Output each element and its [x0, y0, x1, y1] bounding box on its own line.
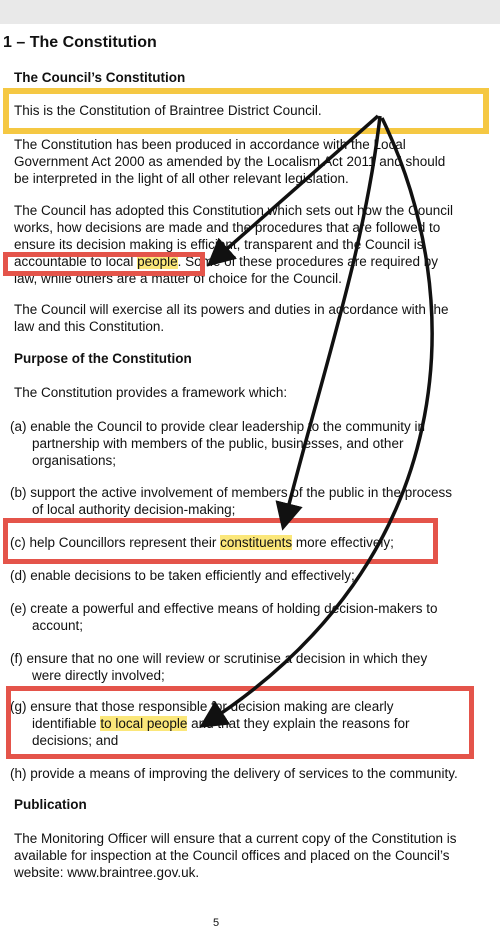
list-item-b: (b) support the active involvement of members of the public in the process of local authority decision-making;: [10, 485, 452, 517]
top-bar: [0, 0, 500, 24]
list-item-h: (h) provide a means of improving the delivery of services to the community.: [10, 766, 458, 781]
page-title: 1 – The Constitution: [3, 34, 157, 51]
section-title-councils-constitution: The Council’s Constitution: [14, 70, 186, 85]
list-item-e: (e) create a powerful and effective means of holding decision-makers to account;: [10, 601, 438, 633]
paragraph-powers: The Council will exercise all its powers and duties in accordance with the law and this Constitution.: [14, 302, 449, 334]
list-item-f: (f) ensure that no one will review or scrutinise a decision in which they were directly involved;: [10, 651, 428, 683]
section-title-purpose: Purpose of the Constitution: [14, 351, 192, 366]
list-item-g: (g) ensure that those responsible for decision making are clearly identifiable to local people and that they explain the reasons for decisions; and: [10, 699, 410, 748]
paragraph-localism: The Constitution has been produced in accordance with the Local Government Act 2000 as amended by the Localism Act 2011 and should be interpreted in the light of all other relevant legislation.: [14, 137, 446, 186]
intro-sentence: This is the Constitution of Braintree District Council.: [14, 103, 322, 118]
red-box-item-g: [6, 686, 474, 759]
section-title-publication: Publication: [14, 797, 87, 812]
highlight-to-local-people: to local people: [100, 716, 188, 731]
list-item-a: (a) enable the Council to provide clear leadership to the community in partnership with members of the public, businesses, and other organisations;: [10, 419, 425, 468]
paragraph-adopted: The Council has adopted this Constitution which sets out how the Council works, how decisions are made and the procedures that are followed to ensure its decision making is efficient, transparent and the Council is accountable to local people. Some of these procedures are required by law, while others are a matter of choice for the Council.: [14, 203, 454, 286]
paragraph-publication: The Monitoring Officer will ensure that a current copy of the Constitution is available for inspection at the Council offices and placed on the Council’s website: www.braintree.gov.uk.: [14, 831, 457, 880]
purpose-intro: The Constitution provides a framework which:: [14, 385, 288, 400]
page-number: 5: [213, 917, 220, 929]
yellow-highlight-box: [3, 88, 489, 134]
list-item-d: (d) enable decisions to be taken efficiently and effectively;: [10, 568, 355, 583]
document-page: [0, 24, 500, 931]
highlight-people: people: [137, 254, 178, 269]
list-item-c: (c) help Councillors represent their constituents more effectively;: [10, 535, 394, 550]
highlight-constituents: constituents: [220, 535, 293, 550]
red-box-item-c: [3, 518, 438, 564]
red-box-accountable: [3, 252, 205, 276]
